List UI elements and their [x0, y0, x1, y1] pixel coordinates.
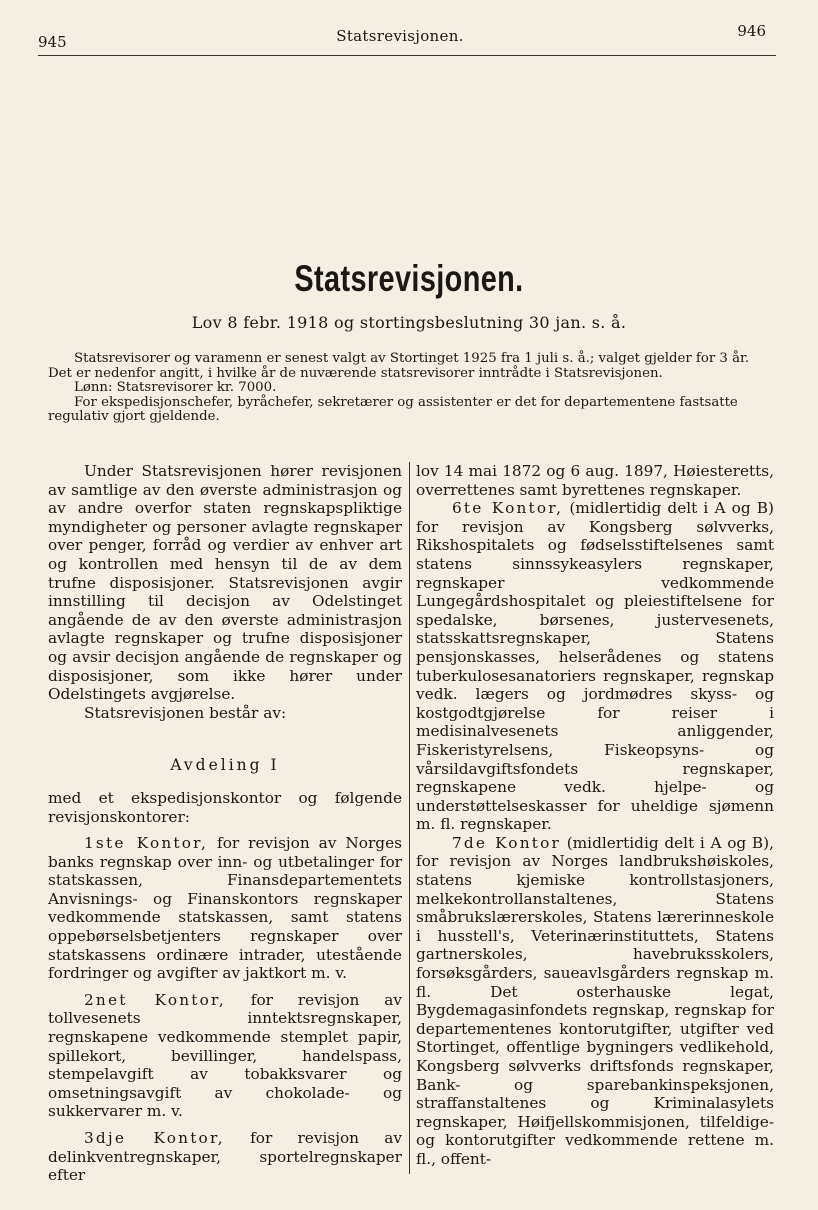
office-2-paragraph: [48, 991, 402, 1121]
office-1-text: for revisjon av Norges banks regnskap over inn- og utbetalinger for statskassen, Finansdepartementets Anvisnings- og Finanskontors regnskaper vedkommende statskassen, samt statens oppebørselsbetjenters regnskaper over statskassens ordinære intrader, utestående fordringer og avgifter av jaktkort m. v.: [48, 834, 402, 983]
intro-paragraph-1: Statsrevisorer og varamenn er senest valgt av Stortinget 1925 fra 1 juli s. å.; valget gjelder for 3 år. Det er nedenfor angitt, i hvilke år de nuværende statsrevisorer inntrådte i Statsrevisjonen.: [48, 351, 750, 381]
page-number-left: 945: [38, 33, 67, 51]
left-paragraph-1: Under Statsrevisjonen hører revisjonen av samtlige av den øverste administrasjon og av andre overfor staten regnskapspliktige myndigheter og personer avlagte regnskaper over penger, forråd og verdier av enhver art og kontrollen med hensyn til de av dem trufne disposisjoner. Statsrevisjonen avgir innstilling til decisjon av Odelstinget angående de av den øverste administrasjon avlagte regnskaper og trufne disposisjoner og avsir decisjon angående de regnskaper og disposisjoner, som ikke hører under Odelstingets avgjørelse.: [48, 462, 402, 704]
right-column: [416, 462, 774, 1169]
intro-block: [48, 352, 772, 425]
office-6-paragraph: [416, 499, 774, 834]
office-1-label: 1ste Kontor,: [84, 834, 209, 853]
office-7-text: (midlertidig delt i A og B), for revisjon av Norges landbrukshøiskoles, statens kjemiske kontrollstasjoners, melkekontrollanstaltenes, Statens småbrukslærerskoles, Statens lærerinneskole i husstell's, Veterinærinstituttets, Statens gartnerskoles, havebruksskolers, forsøksgårders, saueavlsgårders regnskap m. fl. Det osterhauske legat, Bygdemagasinfondets regnskap, regnskap for departementenes kontorutgifter, utgifter ved Stortinget, offentlige bygningers vedlikehold, Kongsberg sølvverks driftsfonds regnskaper, Bank- og sparebankinspeksjonen, straffanstaltenes og Kriminalasylets regnskaper, Høifjellskommisjonen, tilfeldige- og kontorutgifter vedkommende rettene m. fl., offent-: [416, 833, 774, 1168]
office-7-paragraph: [416, 834, 774, 1169]
section-subtitle: Lov 8 febr. 1918 og stortingsbeslutning 30 jan. s. å.: [191, 313, 627, 332]
avdeling-heading: Avdeling I: [170, 756, 280, 775]
office-6-text: (midlertidig delt i A og B) for revisjon av Kongsberg sølvverks, Rikshospitalets og fødselsstiftelsenes samt statens sinnssykeasylers regnskaper, regnskaper vedkommende Lungegårdshospitalet og pleiestiftelsene for spedalske, børsenes, justervesenets, statsskattsregnskaper, Statens pensjonskasses, helserådenes og statens tuberkulosesanatoriers regnskaper, regnskap vedk. lægers og jordmødres skyss- og kostgodtgjørelse for reiser i medisinalvesenets anliggender, Fiskeristyrelsens, Fiskeopsyns- og vårsildavgiftsfondets regnskaper, regnskapene vedk. hjelpe- og understøttelseskasser for uheldige sjømenn m. fl. regnskaper.: [416, 499, 774, 834]
office-1-paragraph: [48, 834, 402, 983]
office-7-label: 7de Kontor: [452, 833, 562, 852]
office-6-label: 6te Kontor,: [452, 499, 564, 518]
header-rule: [38, 55, 776, 56]
page-number-right: 946: [737, 22, 766, 40]
office-3-label: 3dje Kontor,: [84, 1129, 225, 1147]
office-3-text: for revisjon av delinkventregnskaper, sportelregnskaper efter: [48, 1129, 402, 1185]
right-paragraph-1: lov 14 mai 1872 og 6 aug. 1897, Høiesteretts, overrettenes samt byrettenes regnskaper.: [416, 462, 774, 499]
left-paragraph-2: Statsrevisjonen består av:: [84, 703, 287, 722]
intro-paragraph-2: Lønn: Statsrevisorer kr. 7000.: [74, 380, 277, 396]
left-paragraph-3: med et ekspedisjonskontor og følgende revisjonskontorer:: [48, 788, 402, 826]
intro-paragraph-3: For ekspedisjonschefer, byråchefer, sekretærer og assistenter er det for departementene fastsatte regulativ gjort gjeldende.: [48, 394, 738, 425]
office-2-text: for revisjon av tollvesenets inntektsregnskaper, regnskapene vedkommende stemplet papir, spillekort, bevillinger, handelspass, stempelavgift av tobakksvarer og omsetningsavgift av chokolade- og sukkervarer m. v.: [48, 990, 402, 1121]
section-title: Statsrevisjonen.: [294, 258, 524, 299]
office-2-label: 2net Kontor,: [84, 990, 226, 1009]
column-divider: [409, 462, 410, 1174]
left-column: [48, 462, 402, 1185]
running-title: Statsrevisjonen.: [336, 27, 464, 45]
office-3-paragraph: [48, 1129, 402, 1185]
